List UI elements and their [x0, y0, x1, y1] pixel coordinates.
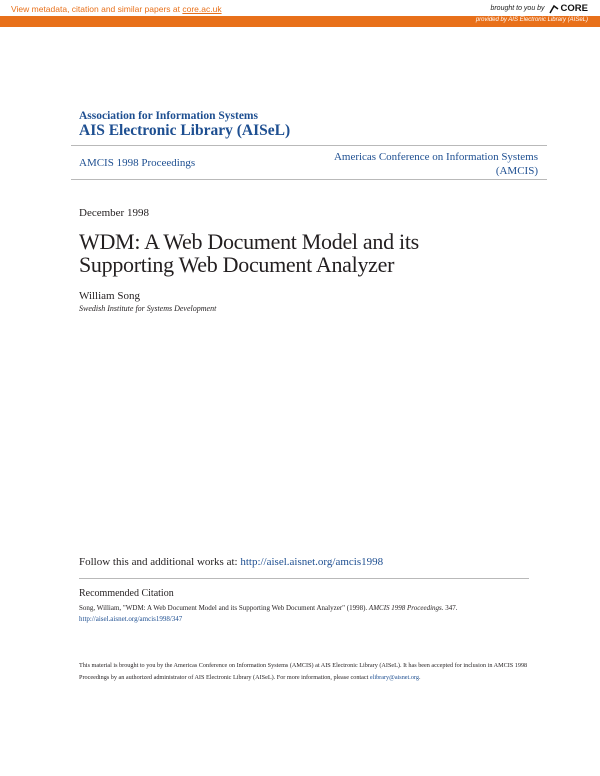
follow-line — [79, 556, 383, 568]
core-prefix: View metadata, citation and similar papers at — [11, 4, 183, 14]
core-provided-text: provided by AIS Electronic Library (AISeL) — [475, 17, 588, 23]
notice-end: . — [418, 673, 421, 681]
top-divider — [71, 145, 547, 146]
citation-pages: . 347. — [441, 604, 458, 612]
citation-divider — [79, 578, 529, 579]
contact-email[interactable]: elibrary@aisnet.org — [369, 673, 419, 681]
proceedings-link[interactable]: AMCIS 1998 Proceedings — [79, 157, 196, 169]
bottom-divider — [71, 179, 547, 180]
core-logo[interactable] — [549, 3, 588, 14]
association-name[interactable]: Association for Information Systems — [79, 110, 258, 122]
core-logo-text: CORE — [560, 3, 588, 14]
core-link[interactable]: core.ac.uk — [182, 4, 222, 14]
article-title — [79, 230, 499, 276]
conference-line-1: Americas Conference on Information Systems — [333, 151, 538, 163]
core-banner — [0, 0, 600, 27]
follow-text: Follow this and additional works at: — [79, 556, 241, 568]
core-logo-icon — [549, 4, 559, 14]
library-name[interactable]: AIS Electronic Library (AISeL) — [79, 122, 291, 139]
author-name: William Song — [79, 290, 140, 302]
recommended-heading: Recommended Citation — [79, 588, 174, 599]
author-affiliation: Swedish Institute for Systems Development — [79, 304, 217, 313]
publication-date: December 1998 — [79, 207, 149, 219]
core-brought-text: brought to you by — [490, 5, 545, 12]
core-brought-by — [490, 3, 588, 14]
conference-link[interactable] — [318, 150, 538, 178]
title-line-1: WDM: A Web Document Model and its — [79, 229, 419, 254]
citation-text: Song, William, "WDM: A Web Document Model and its Supporting Web Document Analyzer" (1998). — [79, 604, 369, 612]
follow-link[interactable]: http://aisel.aisnet.org/amcis1998 — [240, 556, 384, 568]
notice-text: This material is brought to you by the Americas Conference on Information Systems (AMCIS) at AIS Electronic Library (AISeL). It has been accepted for inclusion in AMCIS 1998 Proceedings by an authorized administrator of AIS Electronic Library (AISeL). For more information, please contact — [79, 662, 528, 681]
core-metadata-text — [11, 4, 222, 14]
conference-line-2: (AMCIS) — [495, 165, 538, 177]
title-line-2: Supporting Web Document Analyzer — [79, 252, 395, 277]
citation-link[interactable]: http://aisel.aisnet.org/amcis1998/347 — [79, 615, 183, 623]
citation-journal: AMCIS 1998 Proceedings — [368, 604, 442, 612]
citation-block — [79, 603, 529, 625]
access-notice — [79, 660, 529, 683]
